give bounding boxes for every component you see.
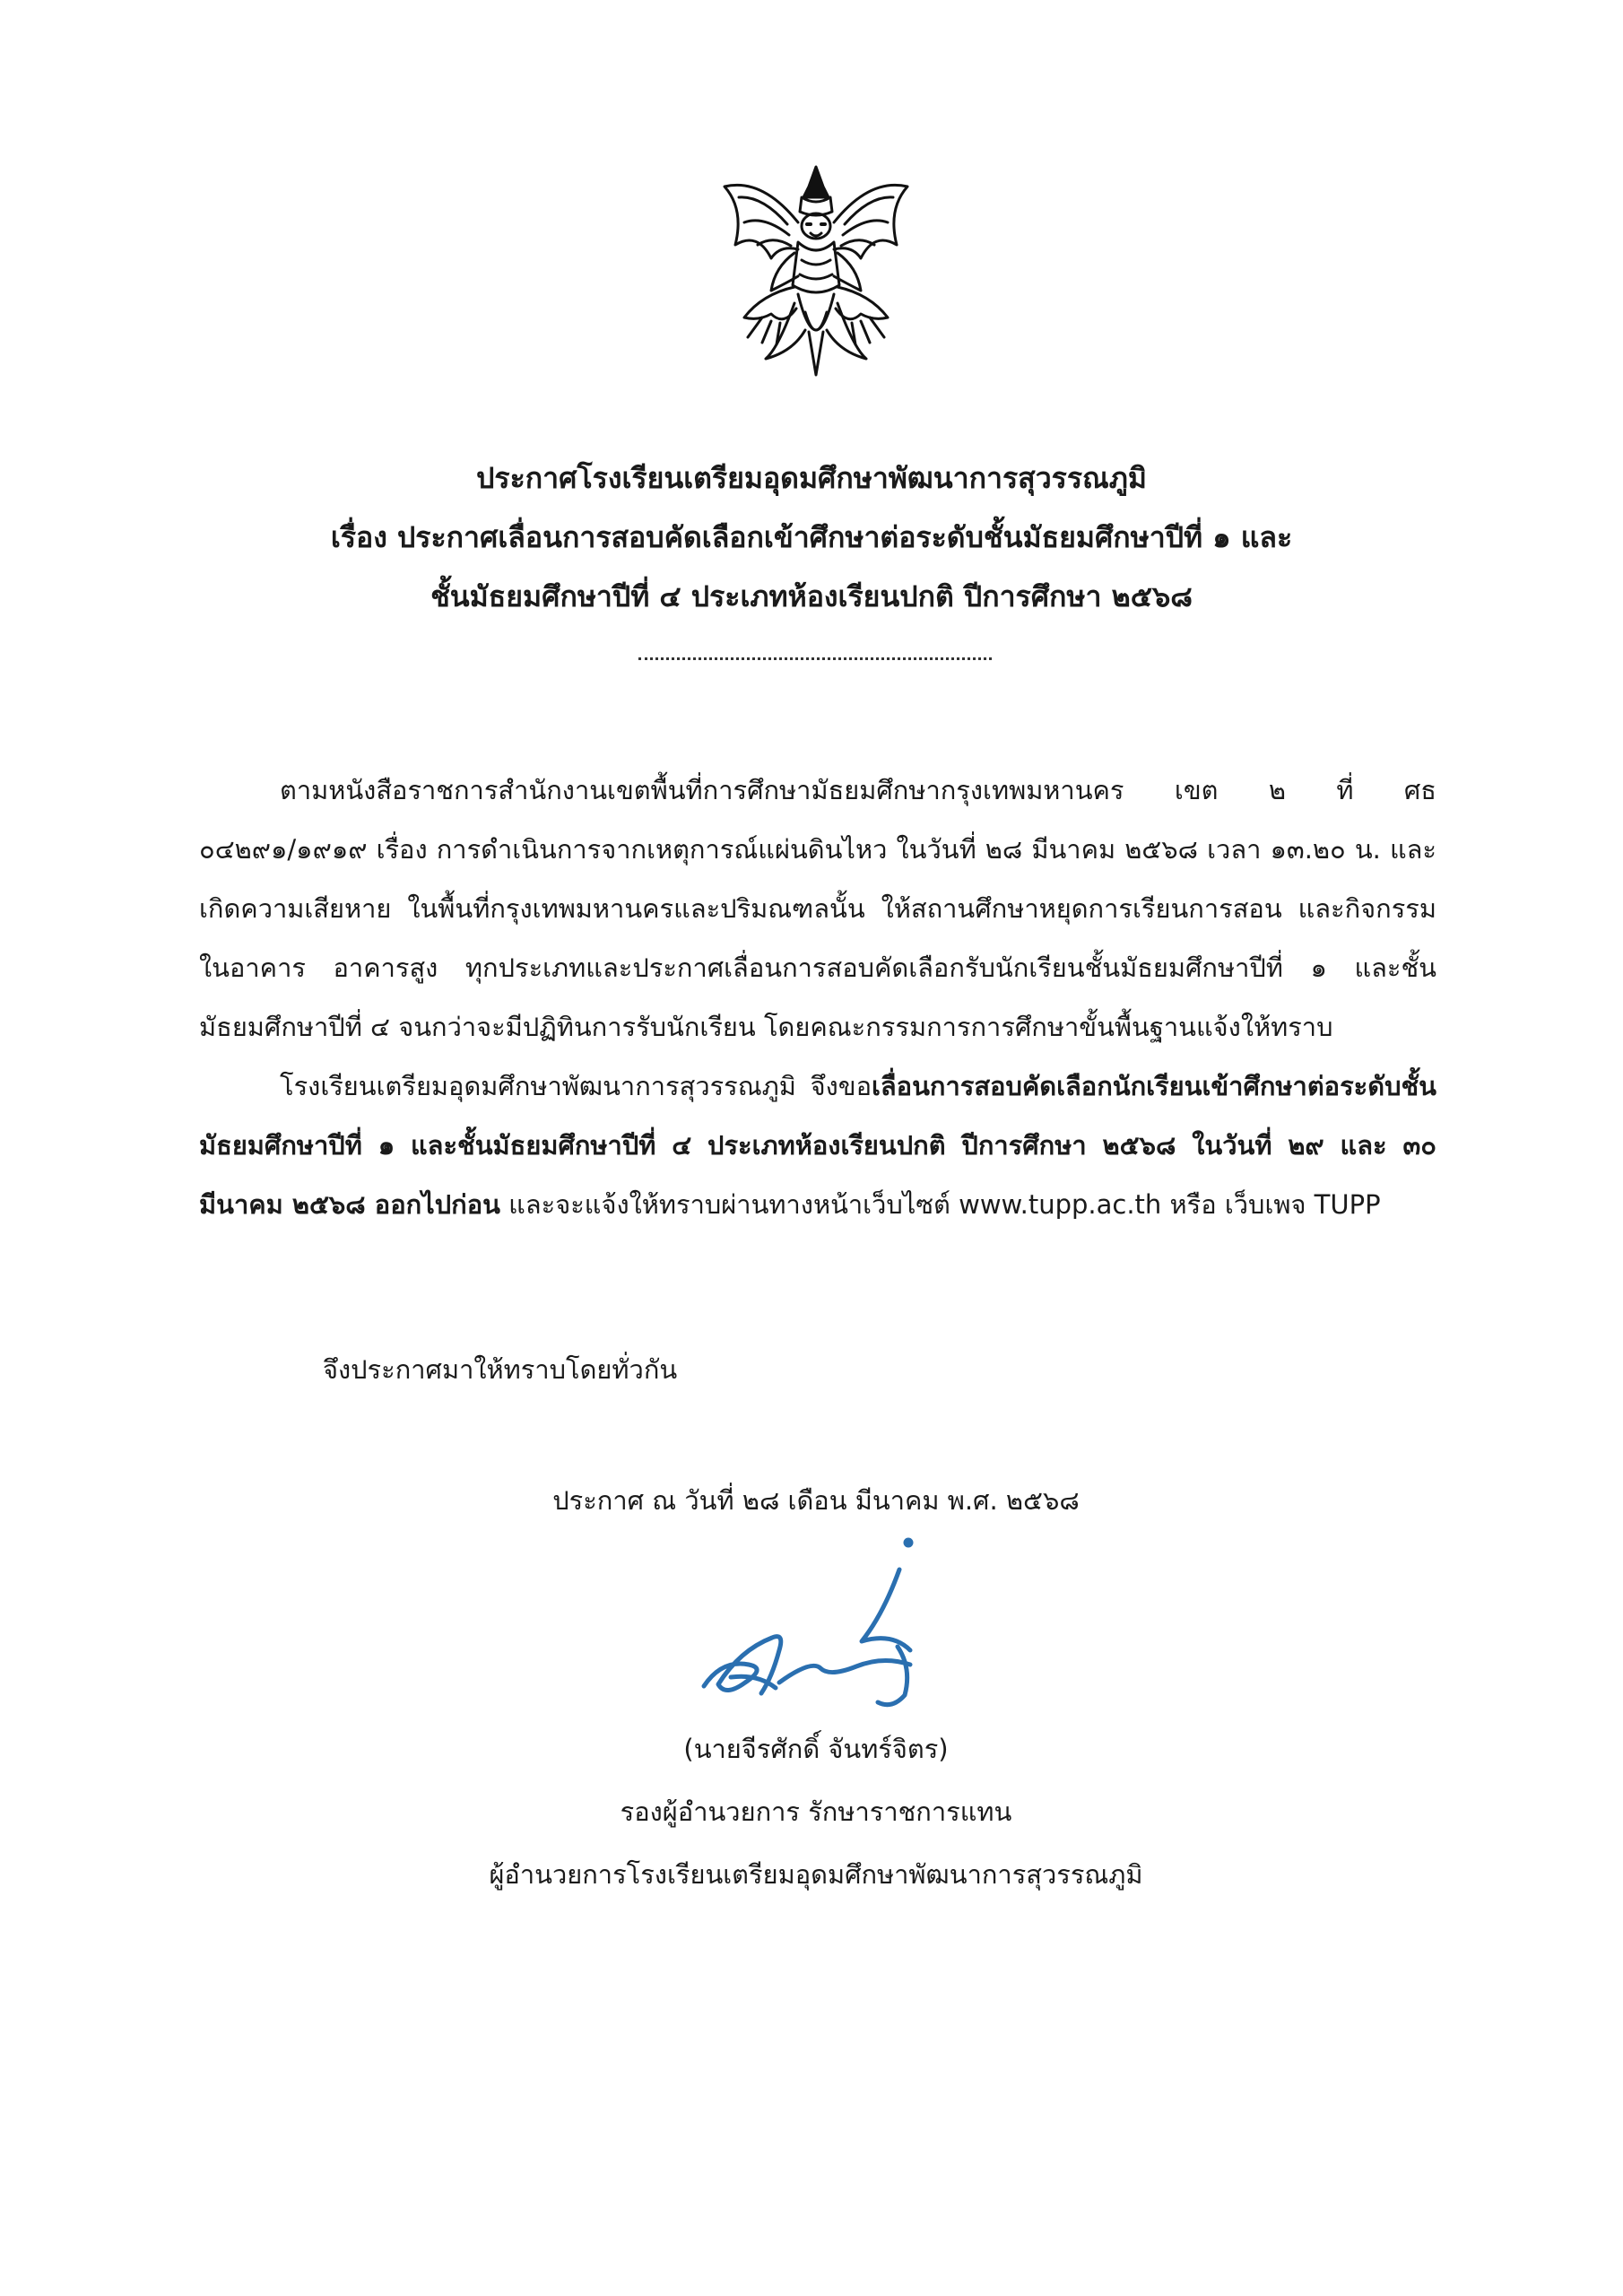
body-paragraph-1: ตามหนังสือราชการสำนักงานเขตพื้นที่การศึกษามัธยมศึกษากรุงเทพมหานคร เขต ๒ ที่ ศธ ๐๔๒๙๑/๑๙๑๙ เรื่อง การดำเนินการจากเหตุการณ์แผ่นดินไหว ในวันที่ ๒๘ มีนาคม ๒๕๖๘ เวลา ๑๓.๒๐ น. และเกิดความเสียหาย ในพื้นที่กรุงเทพมหานครและปริมณฑลนั้น ให้สถานศึกษาหยุดการเรียนการสอน และกิจกรรมในอาคาร อาคารสูง ทุกประเภทและประกาศเลื่อนการสอบคัดเลือกรับนักเรียนชั้นมัธยมศึกษาปีที่ ๑ และชั้นมัธยมศึกษาปีที่ ๔ จนกว่าจะมีปฏิทินการรับนักเรียน โดยคณะกรรมการการศึกษาขั้นพื้นฐานแจ้งให้ทราบ — [199, 775, 1436, 1042]
garuda-emblem-icon — [708, 160, 924, 384]
paragraph-2-end: และจะแจ้งให้ทราบผ่านทางหน้าเว็บไซต์ www.tupp.ac.th หรือ เว็บเพจ TUPP — [499, 1189, 1381, 1220]
signer-name: (นายจีรศักดิ์ จันทร์จิตร) — [683, 1734, 949, 1764]
title-line-3: ชั้นมัธยมศึกษาปีที่ ๔ ประเภทห้องเรียนปกติ ปีการศึกษา ๒๕๖๘ — [430, 579, 1193, 613]
body-paragraph-2 — [199, 1057, 1436, 1234]
title-line-2: เรื่อง ประกาศเลื่อนการสอบคัดเลือกเข้าศึกษาต่อระดับชั้นมัธยมศึกษาปีที่ ๑ และ — [330, 520, 1293, 554]
title-line-1: ประกาศโรงเรียนเตรียมอุดมศึกษาพัฒนาการสุวรรณภูมิ — [476, 461, 1147, 495]
signer-block — [448, 1718, 1184, 1906]
signer-position-1: รองผู้อำนวยการ รักษาราชการแทน — [620, 1796, 1012, 1827]
dotted-divider — [638, 657, 992, 660]
paragraph-2-intro: โรงเรียนเตรียมอุดมศึกษาพัฒนาการสุวรรณภูมิ จึงขอ — [280, 1071, 872, 1101]
postponement-statement: เลื่อนการสอบคัดเลือกนักเรียนเข้าศึกษาต่อระดับชั้นมัธยมศึกษาปีที่ ๑ และชั้นมัธยมศึกษาปีที่ ๔ ประเภทห้องเรียนปกติ ปีการศึกษา ๒๕๖๘ ในวันที่ ๒๙ และ ๓๐ มีนาคม ๒๕๖๘ ออกไปก่อน — [199, 1071, 1436, 1220]
handwritten-signature — [686, 1534, 955, 1731]
announce-date: ประกาศ ณ วันที่ ๒๘ เดือน มีนาคม พ.ศ. ๒๕๖๘ — [552, 1485, 1080, 1516]
announcement-title — [179, 448, 1444, 626]
signer-position-2: ผู้อำนวยการโรงเรียนเตรียมอุดมศึกษาพัฒนาการสุวรรณภูมิ — [489, 1859, 1143, 1890]
announcement-body — [199, 761, 1436, 1234]
closing-statement: จึงประกาศมาให้ทราบโดยทั่วกัน — [323, 1354, 678, 1385]
